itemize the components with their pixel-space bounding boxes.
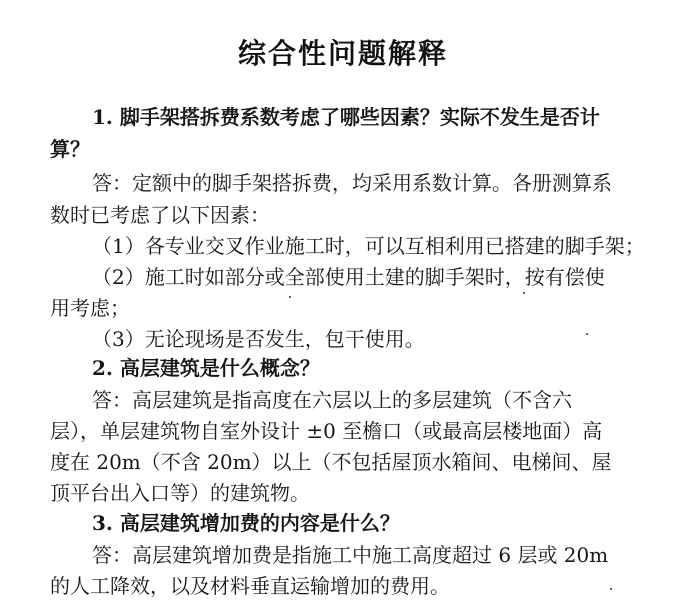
answer-3-line-2: 的人工降效，以及材料垂直运输增加的费用。 [50, 574, 450, 598]
question-1-line-1: 1. 脚手架搭拆费系数考虑了哪些因素？实际不发生是否计 [92, 105, 600, 129]
scan-speck [289, 296, 291, 298]
answer-1-line-1: 答：定额中的脚手架搭拆费，均采用系数计算。各册测算系 [92, 171, 612, 195]
scan-speck [610, 588, 612, 590]
answer-2-line-2: 层），单层建筑物自室外设计 ±0 至檐口（或最高层楼地面）高 [50, 419, 603, 443]
question-1-line-2: 算？ [50, 137, 90, 161]
answer-2-line-1: 答：高层建筑是指高度在六层以上的多层建筑（不含六 [92, 388, 572, 412]
answer-1-line-2: 数时已考虑了以下因素： [50, 203, 270, 227]
page-title: 综合性问题解释 [237, 37, 448, 70]
answer-3-line-1: 答：高层建筑增加费是指施工中施工高度超过 6 层或 20m [92, 543, 609, 567]
scan-speck [523, 292, 525, 294]
answer-1-item-2-line-1: （2）施工时如部分或全部使用土建的脚手架时，按有偿使 [92, 265, 605, 289]
answer-1-item-2-line-2: 用考虑； [50, 296, 130, 320]
question-3: 3. 高层建筑增加费的内容是什么？ [92, 511, 400, 535]
scan-speck [586, 333, 588, 335]
answer-2-line-4: 顶平台出入口等）的建筑物。 [50, 481, 310, 505]
answer-2-line-3: 度在 20m（不含 20m）以上（不包括屋顶水箱间、电梯间、屋 [50, 450, 612, 474]
answer-1-item-1: （1）各专业交叉作业施工时，可以互相利用已搭建的脚手架； [92, 234, 645, 258]
answer-1-item-3: （3）无论现场是否发生，包干使用。 [92, 327, 425, 351]
question-2: 2. 高层建筑是什么概念？ [92, 356, 320, 380]
